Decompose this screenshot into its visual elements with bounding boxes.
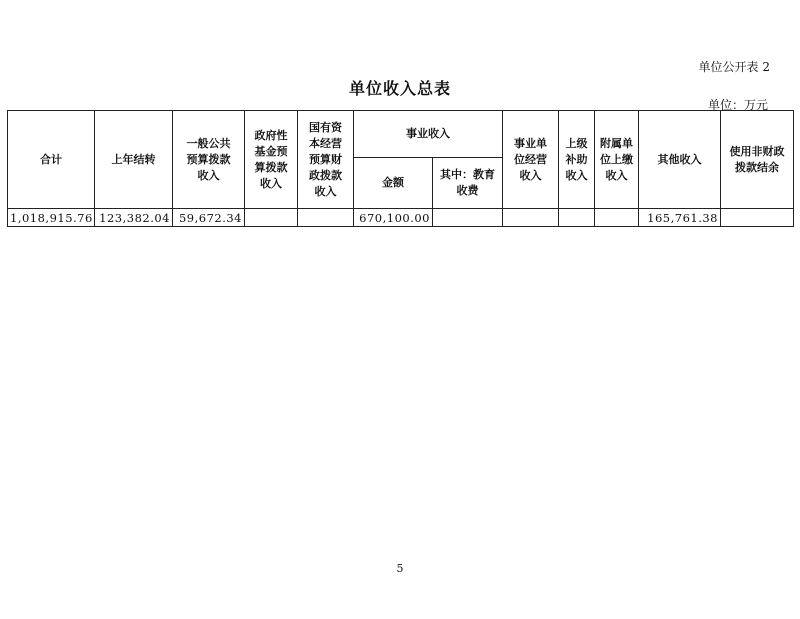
- col-other: 其他收入: [639, 111, 721, 209]
- cell-total: 1,018,915.76: [8, 209, 95, 227]
- cell-general-budget: 59,672.34: [173, 209, 245, 227]
- cell-business-amount: 670,100.00: [354, 209, 433, 227]
- cell-gov-fund: [245, 209, 298, 227]
- page-number: 5: [396, 562, 404, 575]
- cell-nonfiscal: [721, 209, 794, 227]
- cell-carryover: 123,382.04: [95, 209, 173, 227]
- col-carryover: 上年结转: [95, 111, 173, 209]
- income-summary-table: [7, 110, 794, 227]
- col-business-amount: 金额: [354, 158, 433, 209]
- unit-label: 单位：万元: [707, 98, 768, 112]
- col-affiliated: 附属单 位上缴 收入: [595, 111, 639, 209]
- col-business-edu: 其中：教育 收费: [433, 158, 503, 209]
- table-row: [8, 209, 794, 227]
- col-general-budget: 一般公共 预算拨款 收入: [173, 111, 245, 209]
- col-total: 合计: [8, 111, 95, 209]
- page-title: 单位收入总表: [348, 79, 451, 98]
- col-gov-fund: 政府性 基金预 算拨款 收入: [245, 111, 298, 209]
- cell-subsidy: [559, 209, 595, 227]
- cell-affiliated: [595, 209, 639, 227]
- col-subsidy: 上级 补助 收入: [559, 111, 595, 209]
- cell-other: 165,761.38: [639, 209, 721, 227]
- header-row-1: [8, 111, 794, 158]
- form-number: 单位公开表 2: [698, 60, 770, 74]
- col-business-income: 事业收入: [354, 111, 503, 158]
- cell-operating: [503, 209, 559, 227]
- cell-business-edu: [433, 209, 503, 227]
- cell-state-capital: [298, 209, 354, 227]
- col-operating: 事业单 位经营 收入: [503, 111, 559, 209]
- col-state-capital: 国有资 本经营 预算财 政拨款 收入: [298, 111, 354, 209]
- col-nonfiscal: 使用非财政 拨款结余: [721, 111, 794, 209]
